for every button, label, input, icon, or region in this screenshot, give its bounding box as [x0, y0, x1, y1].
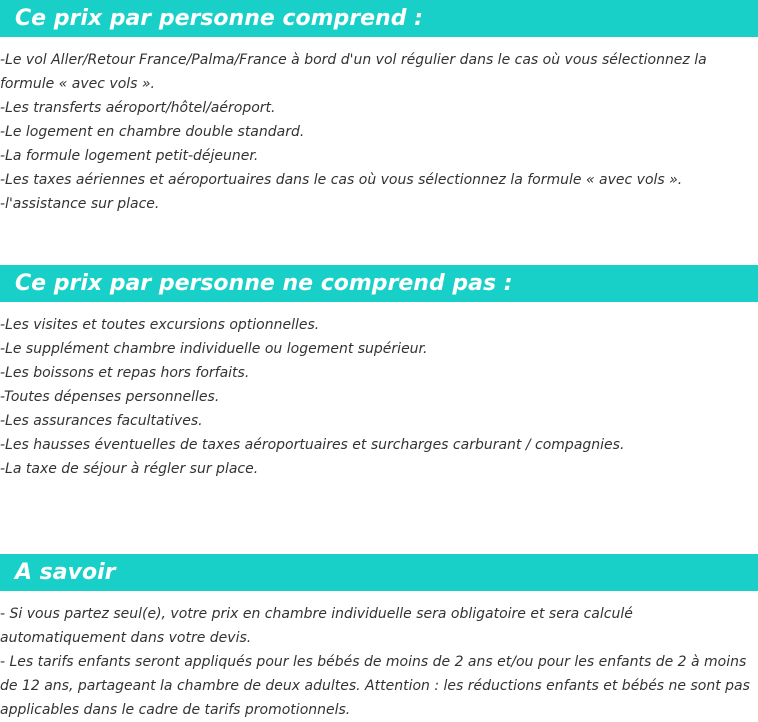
- list-item: -Toutes dépenses personnelles.: [0, 389, 220, 405]
- list-item: - Les tarifs enfants seront appliqués pour les bébés de moins de 2 ans et/ou pour les enfants de 2 à moins de 12 ans, partageant la chambre de deux adultes. Attention : les réductions enfants et bébés ne sont pas applicables dans le cadre de tarifs promotionnels.: [0, 654, 750, 718]
- list-item: -Les assurances facultatives.: [0, 413, 203, 429]
- list-item: -Les boissons et repas hors forfaits.: [0, 365, 250, 381]
- list-item: -Les taxes aériennes et aéroportuaires dans le cas où vous sélectionnez la formule « avec vols ».: [0, 172, 683, 188]
- list-item: -Les transferts aéroport/hôtel/aéroport.: [0, 100, 276, 116]
- includes-list: [0, 48, 758, 216]
- list-item: -Le supplément chambre individuelle ou logement supérieur.: [0, 341, 428, 357]
- section-header-excludes: Ce prix par personne ne comprend pas :: [0, 265, 758, 302]
- section-header-includes: Ce prix par personne comprend :: [0, 0, 758, 37]
- excludes-list: [0, 313, 758, 481]
- list-item: - Si vous partez seul(e), votre prix en chambre individuelle sera obligatoire et sera calculé automatiquement dans votre devis.: [0, 606, 633, 646]
- good-to-know-list: [0, 602, 758, 722]
- list-item: -La taxe de séjour à régler sur place.: [0, 461, 259, 477]
- list-item: -Les visites et toutes excursions optionnelles.: [0, 317, 320, 333]
- list-item: -Le vol Aller/Retour France/Palma/France à bord d'un vol régulier dans le cas où vous sélectionnez la formule « avec vols ».: [0, 52, 707, 92]
- list-item: -Le logement en chambre double standard.: [0, 124, 305, 140]
- list-item: -La formule logement petit-déjeuner.: [0, 148, 259, 164]
- section-header-good-to-know: A savoir: [0, 554, 758, 591]
- list-item: -l'assistance sur place.: [0, 196, 160, 212]
- list-item: -Les hausses éventuelles de taxes aéroportuaires et surcharges carburant / compagnies.: [0, 437, 625, 453]
